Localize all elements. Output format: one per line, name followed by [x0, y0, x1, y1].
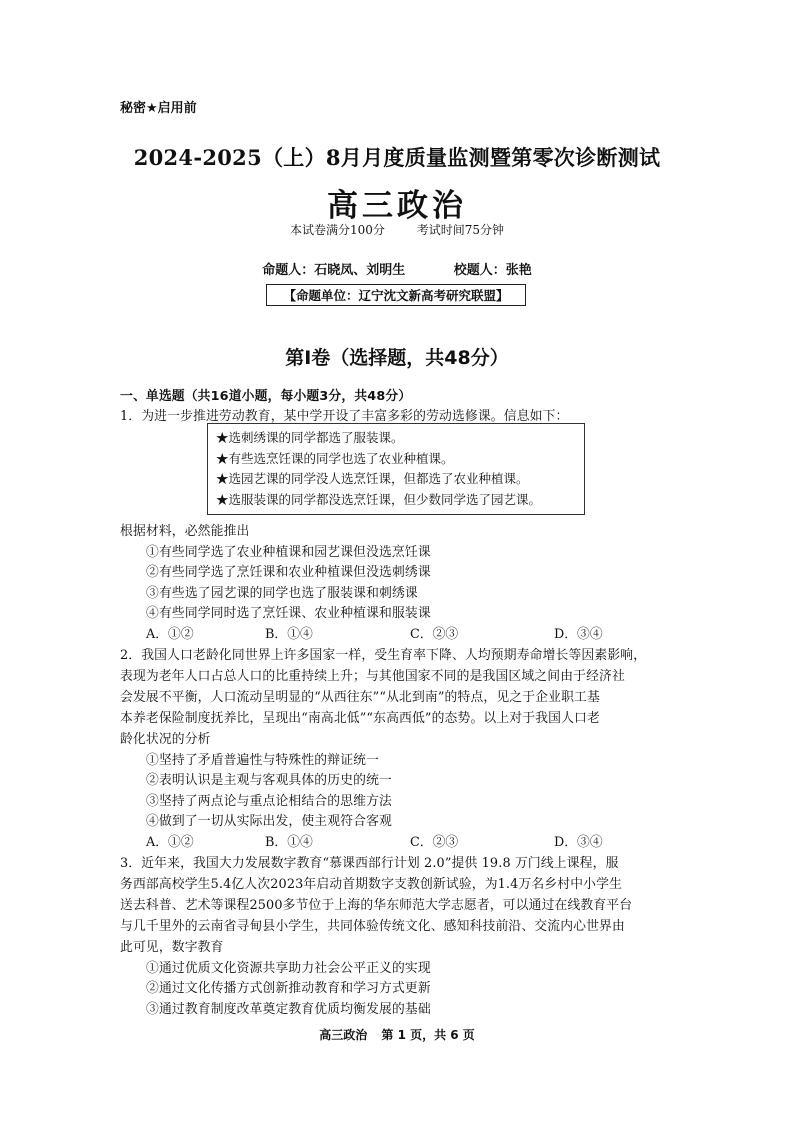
- option-b[interactable]: B．①④: [265, 627, 313, 642]
- exam-title: 2024-2025（上）8月月度质量监测暨第零次诊断测试: [133, 145, 661, 170]
- option-d[interactable]: D．③④: [554, 627, 603, 642]
- secret-label: 秘密★启用前: [120, 101, 197, 116]
- q1-item: ②有些同学选了烹饪课和农业种植课但没选刺绣课: [146, 565, 431, 580]
- q2-stem-line: 2．我国人口老龄化同世界上许多国家一样，受生育率下降、人均预期寿命增长等因素影响，: [120, 648, 647, 663]
- q2-item: ②表明认识是主观与客观具体的历史的统一: [146, 773, 392, 788]
- q2-stem-line: 表现为老年人口占总人口的比重持续上升；与其他国家不同的是我国区域之间由于经济社: [120, 669, 625, 684]
- q1-material-line: ★选服装课的同学都没选烹饪课，但少数同学选了园艺课。: [216, 491, 542, 507]
- exam-time: 考试时间75分钟: [416, 223, 504, 237]
- q1-material-line: ★有些选烹饪课的同学也选了农业种植课。: [216, 450, 454, 466]
- option-a[interactable]: A．①②: [146, 627, 194, 642]
- option-a[interactable]: A．①②: [146, 835, 194, 850]
- q1-material-box: [207, 423, 585, 515]
- q2-stem-line: 会发展不平衡，人口流动呈明显的“从西往东”“从北到南”的特点，见之于企业职工基: [120, 690, 600, 705]
- subject-title: 高三政治: [327, 188, 467, 224]
- q2-stem-line: 本养老保险制度抚养比，呈现出“南高北低”“东高西低”的态势。以上对于我国人口老: [120, 711, 600, 726]
- q1-material-line: ★选园艺课的同学没人选烹饪课，但都选了农业种植课。: [216, 471, 529, 486]
- q3-item: ②通过文化传播方式创新推动教育和学习方式更新: [146, 981, 431, 996]
- q2-item: ①坚持了矛盾普遍性与特殊性的辩证统一: [146, 753, 380, 768]
- q3-stem-line: 送去科普、艺术等课程2500多节位于上海的华东师范大学志愿者，可以通过在线教育平台: [120, 898, 633, 913]
- q1-material-line: ★选刺绣课的同学都选了服装课。: [216, 430, 404, 445]
- option-b[interactable]: B．①④: [265, 835, 313, 850]
- q3-stem-line: 3．近年来，我国大力发展数字教育“慕课西部行计划 2.0”提供 19.8 万门线上课程，服: [120, 856, 619, 871]
- q1-prompt: 根据材料，必然能推出: [120, 524, 250, 539]
- proofreader: 校题人：张艳: [453, 263, 532, 278]
- page-footer: [0, 1026, 794, 1043]
- setters: 命题人：石晓凤、刘明生: [262, 263, 406, 278]
- q3-stem-line: 与几千里外的云南省寻甸县小学生，共同体验传统文化、感知科技前沿、交流内心世界由: [120, 919, 625, 934]
- full-score: 本试卷满分100分: [289, 223, 385, 237]
- option-d[interactable]: D．③④: [554, 835, 603, 850]
- footer-subject: 高三政治: [319, 1028, 368, 1042]
- q2-item: ④做到了一切从实际出发，使主观符合客观: [146, 814, 392, 829]
- authors-line: [0, 259, 794, 278]
- exam-info: [0, 221, 794, 238]
- q2-item: ③坚持了两点论与重点论相结合的思维方法: [146, 794, 392, 809]
- footer-page-number: 第 1 页，共 6 页: [381, 1028, 475, 1042]
- q3-stem-line: 务西部高校学生5.4亿人次2023年启动首期数字支教创新试验，为1.4万名乡村中小学生: [120, 877, 623, 892]
- q1-item: ③有些选了园艺课的同学也选了服装课和刺绣课: [146, 586, 418, 601]
- q1-item: ①有些同学选了农业种植课和园艺课但没选烹饪课: [146, 545, 431, 560]
- option-c[interactable]: C．②③: [410, 835, 459, 850]
- q3-stem-line: 此可见，数字教育: [120, 940, 224, 955]
- q1-stem: 1．为进一步推进劳动教育，某中学开设了丰富多彩的劳动选修课。信息如下：: [120, 409, 569, 424]
- section-heading: 一、单选题（共16道小题，每小题3分，共48分）: [120, 389, 412, 404]
- q3-item: ③通过教育制度改革奠定教育优质均衡发展的基础: [146, 1002, 431, 1017]
- unit-box: 【命题单位：辽宁沈文新高考研究联盟】: [266, 284, 526, 306]
- q1-item: ④有些同学同时选了烹饪课、农业种植课和服装课: [146, 606, 431, 621]
- q3-item: ①通过优质文化资源共享助力社会公平正义的实现: [146, 961, 431, 976]
- part-heading: 第Ⅰ卷（选择题，共48分）: [285, 347, 509, 369]
- option-c[interactable]: C．②③: [410, 627, 459, 642]
- q2-stem-line: 龄化状况的分析: [120, 732, 211, 747]
